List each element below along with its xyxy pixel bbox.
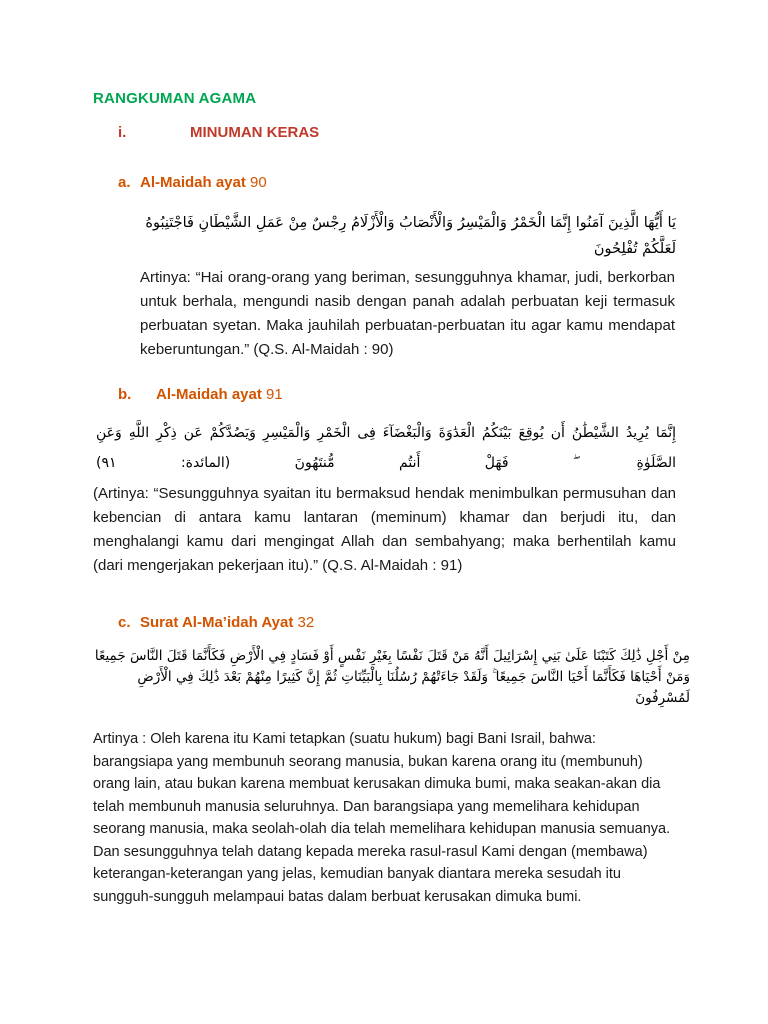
list-marker: a.: [118, 174, 131, 191]
subheading-al-maidah-32: [118, 614, 314, 631]
list-marker: c.: [118, 614, 131, 631]
document-title: RANGKUMAN AGAMA: [93, 90, 257, 107]
subheading-text: Al-Maidah ayat: [140, 174, 246, 191]
ayat-number: 90: [250, 174, 267, 191]
translation-90: Artinya: “Hai orang-orang yang beriman, sesungguhnya khamar, judi, berkorban untuk berhala, mengundi nasib dengan panah adalah perbuatan keji termasuk perbuatan syetan. Maka jauhilah perbuatan-perbuatan itu agar kamu mendapat keberuntungan.” (Q.S. Al-Maidah : 90): [140, 269, 675, 358]
ayat-number: 32: [297, 614, 315, 631]
translation-32: Artinya : Oleh karena itu Kami tetapkan (suatu hukum) bagi Bani Israil, bahwa: barangsiapa yang membunuh seorang manusia, bukan karena orang itu (membunuh) orang lain, atau bukan karena membuat kerusakan dimuka bumi, maka seakan-akan dia telah membunuh manusia seluruhnya. Dan barangsiapa yang memelihara kehidupan seorang manusia, maka seolah-olah dia telah memelihara kehidupan manusia semuanya. Dan sesungguhnya telah datang kepada mereka rasul-rasul Kami dengan (membawa) keterangan-keterangan yang jelas, kemudian banyak diantara mereka sesudah itu sungguh-sungguh melampaui batas dalam berbuat kerusakan dimuka bumi.: [93, 731, 671, 905]
arabic-verse-32: مِنْ أَجْلِ ذَٰلِكَ كَتَبْنَا عَلَىٰ بَنِي إِسْرَائِيلَ أَنَّهُ مَنْ قَتَلَ نَفْسًا بِغَيْرِ نَفْسٍ أَوْ فَسَادٍ فِي الْأَرْضِ فَكَأَنَّمَا قَتَلَ النَّاسَ جَمِيعًا وَمَنْ أَحْيَاهَا فَكَأَنَّمَا أَحْيَا النَّاسَ جَمِيعًا ۚ وَلَقَدْ جَاءَتْهُمْ رُسُلُنَا بِالْبَيِّنَاتِ ثُمَّ إِنَّ كَثِيرًا مِنْهُمْ بَعْدَ ذَٰلِكَ فِي الْأَرْضِ لَمُسْرِفُونَ: [94, 648, 690, 706]
section-number: i.: [118, 124, 127, 141]
translation-91: (Artinya: “Sesungguhnya syaitan itu bermaksud hendak menimbulkan permusuhan dan kebencian di antara kamu lantaran (meminum) khamar dan berjudi itu, dan menghalangi kamu dari mengingat Allah dan sembahyang; maka berhentilah kamu (dari mengerjakan pekerjaan itu).” (Q.S. Al-Maidah : 91): [93, 485, 676, 574]
subheading-al-maidah-90: [118, 174, 267, 191]
arabic-verse-91: إِنَّمَا يُرِيدُ الشَّيْطَٰنُ أَن يُوقِعَ بَيْنَكُمُ الْعَدَٰوَةَ وَالْبَغْضَآءَ فِى الْخَمْرِ وَالْمَيْسِرِ وَيَصُدَّكُمْ عَن ذِكْرِ اللَّهِ وَعَنِ الصَّلَوٰةِ ۖ فَهَلْ أَنتُم مُّنتَهُونَ (المائدة: ٩١): [96, 425, 676, 471]
subheading-text: Surat Al-Ma’idah Ayat: [140, 614, 294, 631]
list-marker: b.: [118, 386, 132, 403]
section-heading: [118, 124, 319, 141]
subheading-text: Al-Maidah ayat: [156, 386, 262, 403]
ayat-number: 91: [266, 386, 283, 403]
section-title: MINUMAN KERAS: [190, 124, 320, 141]
subheading-al-maidah-91: [118, 386, 283, 403]
arabic-verse-90: يَا أَيُّهَا الَّذِينَ آمَنُوا إِنَّمَا الْخَمْرُ وَالْمَيْسِرُ وَالْأَنْصَابُ وَالْأَزْلَامُ رِجْسٌ مِنْ عَمَلِ الشَّيْطَانِ فَاجْتَنِبُوهُ لَعَلَّكُمْ تُفْلِحُونَ: [145, 215, 676, 257]
